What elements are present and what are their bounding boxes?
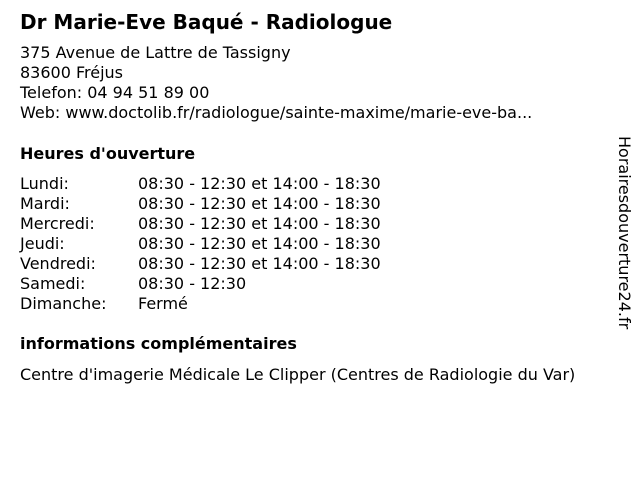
time-range: 08:30 - 12:30 et 14:00 - 18:30 — [138, 234, 381, 253]
page-title: Dr Marie-Eve Baqué - Radiologue — [20, 10, 393, 34]
phone-line: Telefon: 04 94 51 89 00 — [20, 83, 210, 102]
watermark-text: Horairesdouverture24.fr — [615, 136, 634, 330]
contact-block — [20, 43, 532, 123]
day-label: Jeudi: — [20, 234, 65, 253]
opening-hours-heading: Heures d'ouverture — [20, 144, 196, 163]
day-label: Mercredi: — [20, 214, 95, 233]
time-range: 08:30 - 12:30 et 14:00 - 18:30 — [138, 174, 381, 193]
city-line: 83600 Fréjus — [20, 63, 124, 82]
time-range: 08:30 - 12:30 — [138, 274, 247, 293]
day-label: Lundi: — [20, 174, 69, 193]
additional-info-text: Centre d'imagerie Médicale Le Clipper (Centres de Radiologie du Var) — [20, 365, 576, 384]
day-label: Samedi: — [20, 274, 86, 293]
address-line: 375 Avenue de Lattre de Tassigny — [20, 43, 291, 62]
time-range: 08:30 - 12:30 et 14:00 - 18:30 — [138, 194, 381, 213]
site-watermark — [612, 136, 634, 344]
additional-info-heading: informations complémentaires — [20, 334, 297, 353]
day-label: Dimanche: — [20, 294, 107, 313]
time-range: Fermé — [138, 294, 188, 313]
day-label: Mardi: — [20, 194, 70, 213]
time-range: 08:30 - 12:30 et 14:00 - 18:30 — [138, 254, 381, 273]
day-label: Vendredi: — [20, 254, 96, 273]
website-line: Web: www.doctolib.fr/radiologue/sainte-maxime/marie-eve-ba... — [20, 103, 533, 122]
time-range: 08:30 - 12:30 et 14:00 - 18:30 — [138, 214, 381, 233]
